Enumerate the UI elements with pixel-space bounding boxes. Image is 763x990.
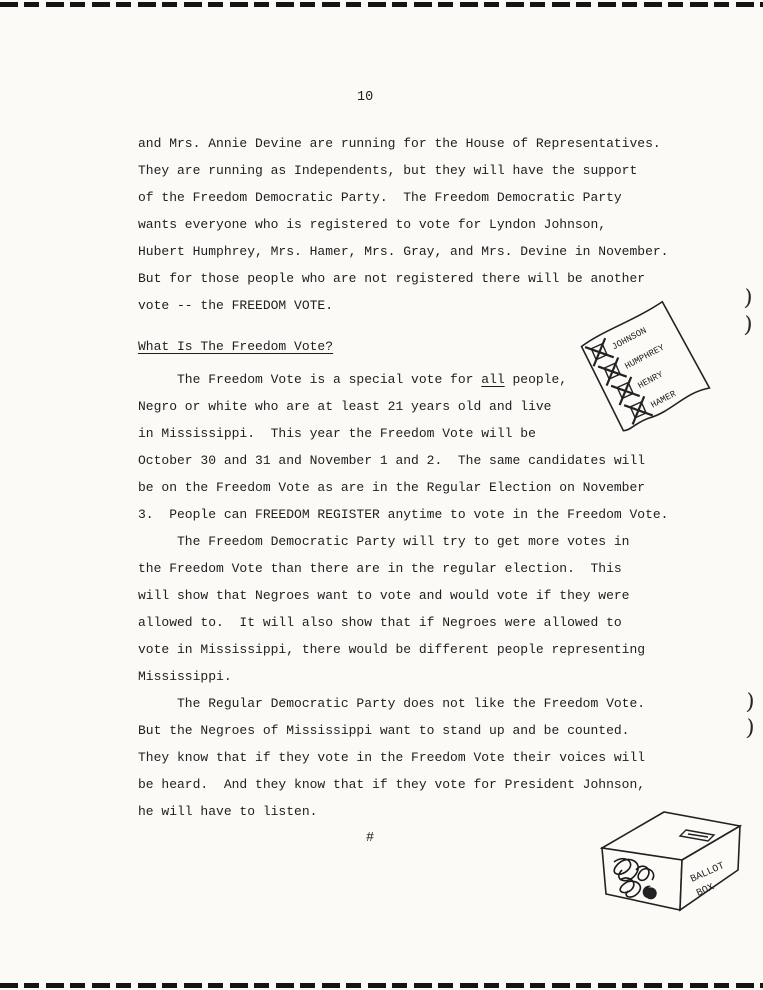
- text-segment: The Freedom Vote is a special vote for: [138, 372, 482, 387]
- underlined-word: all: [481, 372, 505, 387]
- candidate-name: HENRY: [636, 369, 665, 392]
- text-line: and Mrs. Annie Devine are running for the House of Representatives.: [138, 136, 661, 151]
- text-line: the Freedom Vote than there are in the regular election. This: [138, 561, 622, 576]
- candidate-name: HAMER: [649, 388, 678, 411]
- text-line: of the Freedom Democratic Party. The Freedom Democratic Party: [138, 190, 622, 205]
- paragraph-1: [138, 130, 718, 319]
- paragraph-3: [138, 528, 718, 690]
- text-line: They know that if they vote in the Freedom Vote their voices will: [138, 750, 646, 765]
- text-segment: people,: [504, 372, 568, 387]
- text-line: be heard. And they know that if they vote for President Johnson,: [138, 777, 646, 792]
- text-line: he will have to listen.: [138, 804, 318, 819]
- text-line: vote in Mississippi, there would be different people representing: [138, 642, 646, 657]
- text-line: Hubert Humphrey, Mrs. Hamer, Mrs. Gray, and Mrs. Devine in November.: [138, 244, 669, 259]
- section-heading-text: What Is The Freedom Vote?: [138, 339, 334, 354]
- text-line: vote -- the FREEDOM VOTE.: [138, 298, 334, 313]
- scan-edge-bottom: [0, 983, 763, 988]
- text-line: Negro or white who are at least 21 years old and live: [138, 399, 552, 414]
- ballot-paper-drawing: [570, 292, 735, 452]
- ballot-box-label-line2: BOX: [695, 882, 717, 900]
- text-line: in Mississippi. This year the Freedom Vote will be: [138, 426, 536, 441]
- text-line: But for those people who are not registered there will be another: [138, 271, 646, 286]
- body-text: [138, 130, 718, 852]
- text-line: October 30 and 31 and November 1 and 2. The same candidates will: [138, 453, 646, 468]
- candidate-name: HUMPHREY: [623, 342, 667, 372]
- text-line: wants everyone who is registered to vote for Lyndon Johnson,: [138, 217, 607, 232]
- text-line: They are running as Independents, but they will have the support: [138, 163, 638, 178]
- text-line: Mississippi.: [138, 669, 232, 684]
- text-line: The Freedom Democratic Party will try to get more votes in: [138, 534, 630, 549]
- text-line: allowed to. It will also show that if Negroes were allowed to: [138, 615, 622, 630]
- ballot-box-label-line1: BALLOT: [689, 860, 727, 886]
- candidate-name: JOHNSON: [610, 325, 649, 353]
- text-line: The Regular Democratic Party does not like the Freedom Vote.: [138, 696, 646, 711]
- ballot-paper-illustration: [570, 292, 735, 452]
- handwritten-margin-mark: ): [745, 715, 756, 742]
- scan-edge-top: [0, 2, 763, 7]
- text-line: be on the Freedom Vote as are in the Regular Election on November: [138, 480, 646, 495]
- handwritten-margin-mark: ): [743, 312, 754, 339]
- ballot-box-drawing: [590, 800, 750, 920]
- text-line: will show that Negroes want to vote and would vote if they were: [138, 588, 630, 603]
- handwritten-margin-mark: ): [745, 689, 756, 716]
- page-number: 10: [357, 90, 374, 105]
- handwritten-margin-mark: ): [743, 285, 754, 312]
- ballot-box-illustration: [590, 800, 750, 920]
- text-line: 3. People can FREEDOM REGISTER anytime to vote in the Freedom Vote.: [138, 507, 669, 522]
- text-line: But the Negroes of Mississippi want to stand up and be counted.: [138, 723, 630, 738]
- end-of-text-mark: #: [366, 831, 376, 846]
